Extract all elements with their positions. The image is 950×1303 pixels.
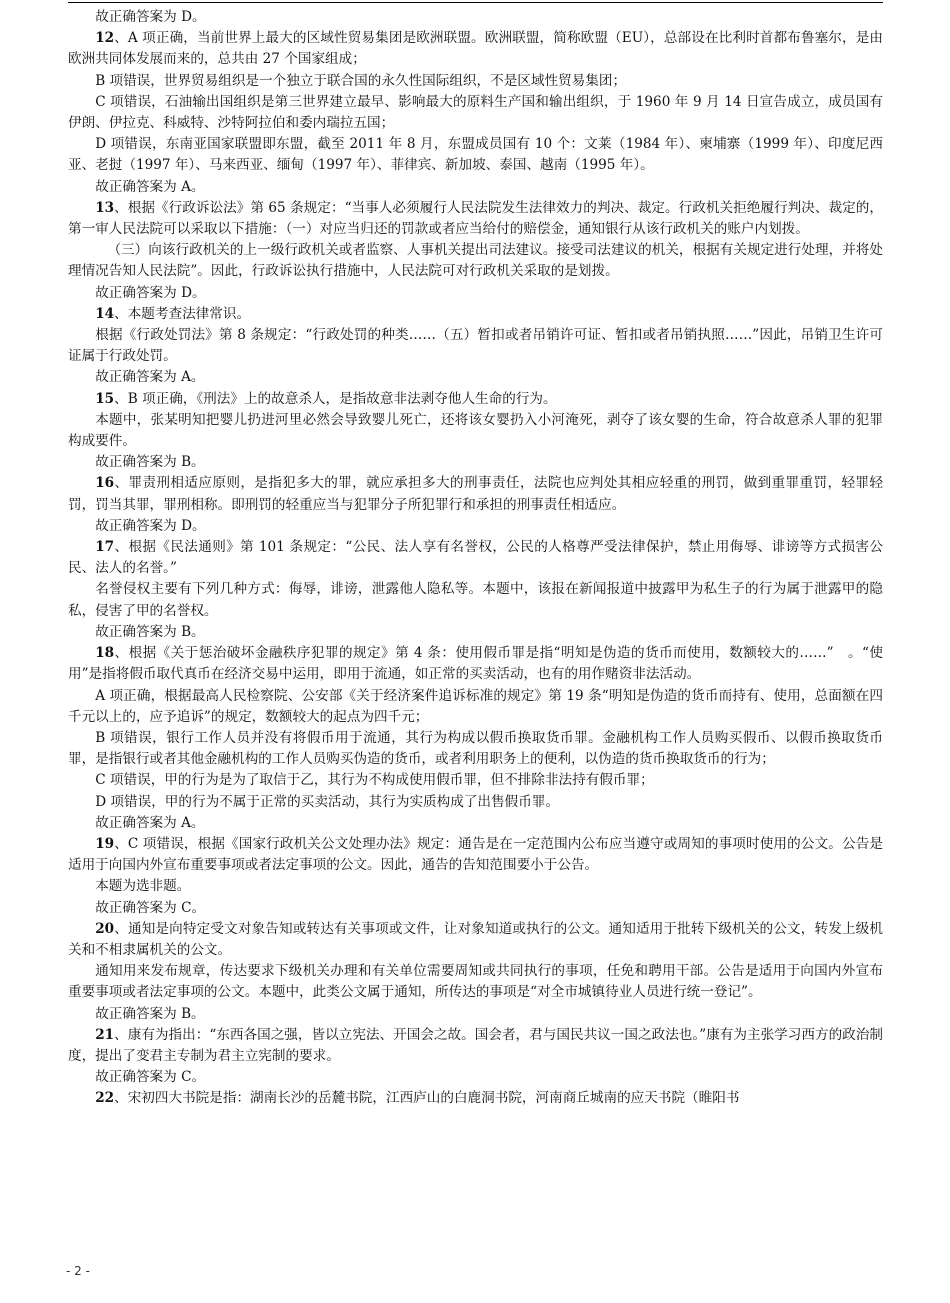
paragraph-text: 、康有为指出：“东西各国之强，皆以立宪法、开国会之故。国会者，君与国民共议一国之政法也。”康有为主张学习西方的政治制度，提出了变君主专制为君主立宪制的要求。 xyxy=(68,1026,883,1064)
paragraph xyxy=(68,240,883,282)
paragraph xyxy=(68,7,883,28)
paragraph-text: 故正确答案为 A。 xyxy=(95,178,205,195)
paragraph-text: D 项错误，东南亚国家联盟即东盟，截至 2011 年 8 月，东盟成员国有 10 个：文莱（1984 年）、柬埔寨（1999 年）、印度尼西亚、老挝（1997 年）、马来西亚、缅甸（1997 年）、菲律宾、新加坡、泰国、越南（1995 年）。 xyxy=(68,136,883,174)
paragraph-text: 故正确答案为 C。 xyxy=(95,899,206,916)
paragraph-text: 本题为选非题。 xyxy=(95,878,191,895)
paragraph xyxy=(68,728,883,770)
paragraph xyxy=(68,579,883,621)
paragraph xyxy=(68,28,883,70)
question-number: 18 xyxy=(95,645,115,662)
paragraph-text: 通知用来发布规章，传达要求下级机关办理和有关单位需要周知或共同执行的事项，任免和聘用干部。公告是适用于向国内外宣布重要事项或者法定事项的公文。本题中，此类公文属于通知，所传达的事项是“对全市城镇待业人员进行统一登记”。 xyxy=(68,963,883,1001)
paragraph xyxy=(68,686,883,728)
question-number: 12 xyxy=(95,30,115,47)
paragraph xyxy=(68,325,883,367)
paragraph xyxy=(68,452,883,473)
question-number: 20 xyxy=(95,920,115,937)
paragraph xyxy=(68,961,883,1003)
paragraph-text: 故正确答案为 D。 xyxy=(95,284,206,301)
question-number: 16 xyxy=(95,475,115,492)
paragraph xyxy=(68,813,883,834)
paragraph xyxy=(68,177,883,198)
paragraph-text: 、A 项正确，当前世界上最大的区域性贸易集团是欧洲联盟。欧洲联盟，简称欧盟（EU），总部设在比利时首都布鲁塞尔，是由欧洲共同体发展而来的，总共由 27 个国家组成； xyxy=(68,30,883,68)
paragraph xyxy=(68,367,883,388)
paragraph-text: 故正确答案为 A。 xyxy=(95,369,205,386)
paragraph xyxy=(68,134,883,176)
paragraph-text: 、根据《关于惩治破坏金融秩序犯罪的规定》第 4 条：使用假币罪是指“明知是伪造的货币而使用，数额较大的……” 。“使用”是指将假币取代真币在经济交易中运用，即用于流通，如正常的买卖活动，也有的用作赌资非法活动。 xyxy=(68,645,883,683)
question-number: 13 xyxy=(95,199,115,216)
question-number: 22 xyxy=(95,1090,115,1107)
paragraph xyxy=(68,622,883,643)
paragraph-text: （三）向该行政机关的上一级行政机关或者监察、人事机关提出司法建议。接受司法建议的机关，根据有关规定进行处理，并将处理情况告知人民法院”。因此，行政诉讼执行措施中，人民法院可对行政机关采取的是划拨。 xyxy=(68,242,883,280)
paragraph xyxy=(68,1088,883,1109)
paragraph-text: 故正确答案为 D。 xyxy=(95,517,206,534)
paragraph-text: B 项错误，银行工作人员并没有将假币用于流通，其行为构成以假币换取货币罪。金融机构工作人员购买假币、以假币换取货币罪，是指银行或者其他金融机构的工作人员购买伪造的货币，或者利用职务上的便利，以伪造的货币换取货币的行为； xyxy=(68,729,883,768)
paragraph xyxy=(68,1025,883,1067)
paragraph xyxy=(68,410,883,452)
paragraph xyxy=(68,898,883,919)
header-rule xyxy=(68,2,883,3)
paragraph-text: 、根据《民法通则》第 101 条规定：“公民、法人享有名誉权，公民的人格尊严受法律保护，禁止用侮辱、诽谤等方式损害公民、法人的名誉。” xyxy=(68,539,883,577)
paragraph xyxy=(68,770,883,791)
paragraph xyxy=(68,1067,883,1088)
paragraph-text: B 项错误，世界贸易组织是一个独立于联合国的永久性国际组织，不是区域性贸易集团； xyxy=(95,72,627,89)
paragraph-text: 本题中，张某明知把婴儿扔进河里必然会导致婴儿死亡，还将该女婴扔入小河淹死，剥夺了该女婴的生命，符合故意杀人罪的犯罪构成要件。 xyxy=(68,411,883,450)
paragraph-text: 、本题考查法律常识。 xyxy=(114,305,251,322)
paragraph xyxy=(68,1004,883,1025)
paragraph-text: 故正确答案为 B。 xyxy=(95,1005,205,1022)
paragraph-text: 、根据《行政诉讼法》第 65 条规定：“当事人必须履行人民法院发生法律效力的判决、裁定。行政机关拒绝履行判决、裁定的，第一审人民法院可以采取以下措施：（一）对应当归还的罚款或者应当给付的赔偿金，通知银行从该行政机关的账户内划拨。 xyxy=(68,199,883,238)
paragraph xyxy=(68,198,883,240)
paragraph-text: 、罪责刑相适应原则，是指犯多大的罪，就应承担多大的刑事责任，法院也应判处其相应轻重的刑罚，做到重罪重罚，轻罪轻罚，罚当其罪，罪刑相称。即刑罚的轻重应当与犯罪分子所犯罪行和承担的刑事责任相适应。 xyxy=(68,475,883,513)
paragraph xyxy=(68,516,883,537)
paragraph xyxy=(68,473,883,515)
paragraph-text: D 项错误，甲的行为不属于正常的买卖活动，其行为实质构成了出售假币罪。 xyxy=(95,793,559,810)
paragraph-text: 名誉侵权主要有下列几种方式：侮辱，诽谤，泄露他人隐私等。本题中，该报在新闻报道中披露甲为私生子的行为属于泄露甲的隐私，侵害了甲的名誉权。 xyxy=(68,581,883,619)
paragraph xyxy=(68,834,883,876)
question-number: 17 xyxy=(95,539,115,556)
page-number: - 2 - xyxy=(66,1264,90,1278)
paragraph xyxy=(68,283,883,304)
paragraph-text: 故正确答案为 B。 xyxy=(95,623,205,640)
document-body xyxy=(68,7,883,1110)
paragraph-text: C 项错误，甲的行为是为了取信于乙，其行为不构成使用假币罪，但不排除非法持有假币罪； xyxy=(95,772,654,789)
question-number: 14 xyxy=(95,305,115,322)
paragraph-text: 根据《行政处罚法》第 8 条规定：“行政处罚的种类……（五）暂扣或者吊销许可证、暂扣或者吊销执照……”因此，吊销卫生许可证属于行政处罚。 xyxy=(68,327,883,365)
paragraph-text: 、B 项正确，《刑法》上的故意杀人，是指故意非法剥夺他人生命的行为。 xyxy=(114,390,557,407)
paragraph-text: 故正确答案为 C。 xyxy=(95,1069,206,1086)
question-number: 15 xyxy=(95,390,115,407)
paragraph xyxy=(68,92,883,134)
paragraph xyxy=(68,537,883,579)
paragraph xyxy=(68,643,883,685)
paragraph-text: 、C 项错误，根据《国家行政机关公文处理办法》规定：通告是在一定范围内公布应当遵守或周知的事项时使用的公文。公告是适用于向国内外宣布重要事项或者法定事项的公文。因此，通告的告知范围要小于公告。 xyxy=(68,835,883,874)
paragraph-text: 、通知是向特定受文对象告知或转达有关事项或文件，让对象知道或执行的公文。通知适用于批转下级机关的公文，转发上级机关和不相隶属机关的公文。 xyxy=(68,920,883,958)
question-number: 19 xyxy=(95,835,115,852)
paragraph xyxy=(68,876,883,897)
paragraph-text: 故正确答案为 B。 xyxy=(95,454,205,471)
paragraph xyxy=(68,919,883,961)
paragraph xyxy=(68,71,883,92)
paragraph-text: 、宋初四大书院是指：湖南长沙的岳麓书院，江西庐山的白鹿洞书院，河南商丘城南的应天书院（睢阳书 xyxy=(114,1090,740,1107)
paragraph xyxy=(68,389,883,410)
paragraph-text: A 项正确，根据最高人民检察院、公安部《关于经济案件追诉标准的规定》第 19 条“明知是伪造的货币而持有、使用，总面额在四千元以上的，应予追诉”的规定，数额较大的起点为四千元； xyxy=(68,687,883,725)
paragraph-text: C 项错误，石油输出国组织是第三世界建立最早、影响最大的原料生产国和输出组织，于 1960 年 9 月 14 日宣告成立，成员国有伊朗、伊拉克、科威特、沙特阿拉伯和委内瑞拉五国； xyxy=(68,93,883,132)
paragraph-text: 故正确答案为 D。 xyxy=(95,9,206,25)
question-number: 21 xyxy=(95,1026,115,1043)
paragraph xyxy=(68,304,883,325)
paragraph-text: 故正确答案为 A。 xyxy=(95,814,205,831)
paragraph xyxy=(68,792,883,813)
